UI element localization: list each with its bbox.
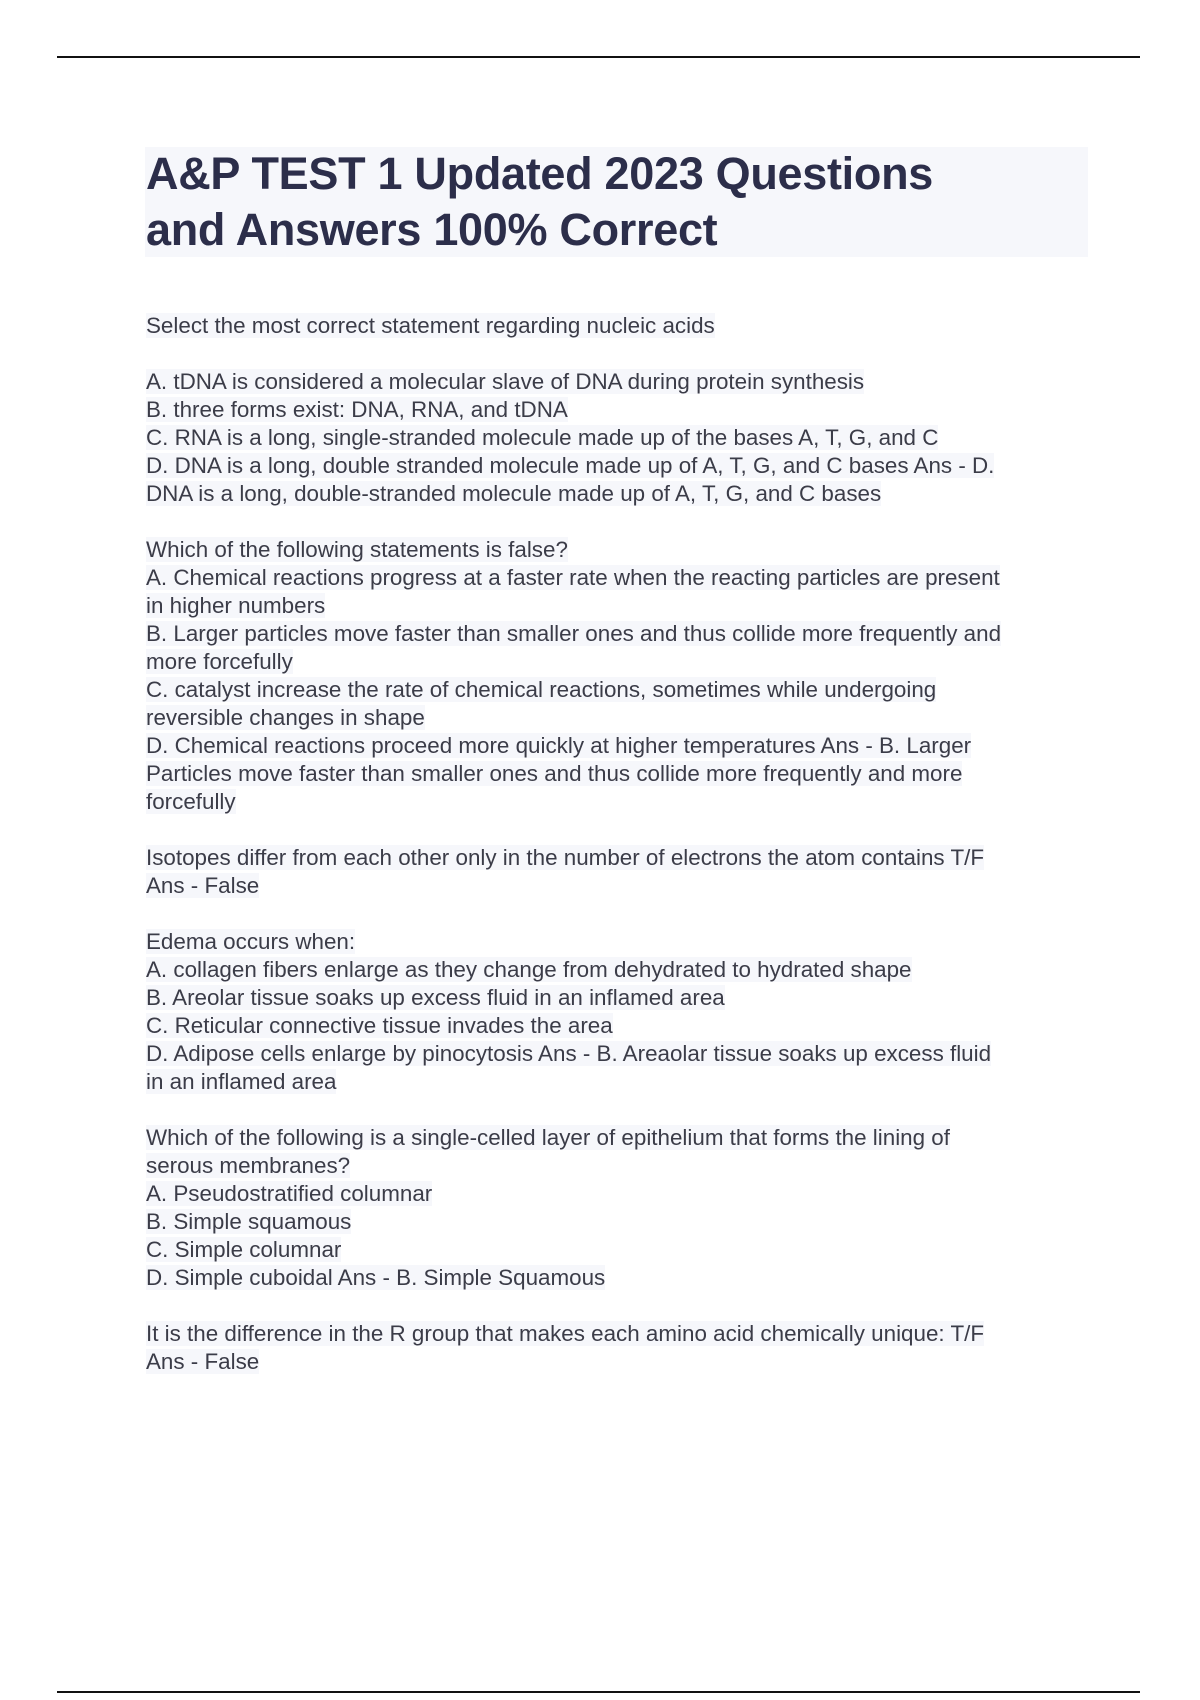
question-block	[146, 1124, 1106, 1292]
text-line-content: D. Chemical reactions proceed more quickly at higher temperatures Ans - B. Larger	[146, 733, 972, 758]
text-line	[146, 536, 1106, 564]
text-line	[146, 1320, 1106, 1348]
text-line-content: A. tDNA is considered a molecular slave of DNA during protein synthesis	[146, 369, 865, 394]
text-line-content: Particles move faster than smaller ones and thus collide more frequently and more	[146, 761, 963, 786]
text-line-content: C. catalyst increase the rate of chemical reactions, sometimes while undergoing	[146, 677, 937, 702]
question-block	[146, 1320, 1106, 1376]
text-line	[146, 424, 1106, 452]
text-line-content: serous membranes?	[146, 1153, 351, 1178]
text-line	[146, 1012, 1106, 1040]
text-line-content: DNA is a long, double-stranded molecule made up of A, T, G, and C bases	[146, 481, 882, 506]
text-line	[146, 1152, 1106, 1180]
text-line	[146, 872, 1106, 900]
text-line	[146, 1068, 1106, 1096]
text-line-content: A. Pseudostratified columnar	[146, 1181, 433, 1206]
text-line-content: Which of the following statements is false?	[146, 537, 568, 562]
text-line-content: more forcefully	[146, 649, 293, 674]
text-line	[146, 704, 1106, 732]
text-line-content: B. Simple squamous	[146, 1209, 352, 1234]
text-line	[146, 732, 1106, 760]
text-line-content: Ans - False	[146, 873, 260, 898]
text-line	[146, 1040, 1106, 1068]
text-line	[146, 564, 1106, 592]
text-line	[146, 1180, 1106, 1208]
text-line	[146, 788, 1106, 816]
text-line	[146, 396, 1106, 424]
text-line-content: Select the most correct statement regarding nucleic acids	[146, 313, 715, 338]
text-line	[146, 620, 1106, 648]
text-line	[146, 1264, 1106, 1292]
text-line	[146, 592, 1106, 620]
text-line	[146, 312, 1106, 340]
text-line	[146, 1348, 1106, 1376]
text-line	[146, 648, 1106, 676]
title-line: and Answers 100% Correct	[146, 204, 718, 255]
text-line	[146, 1124, 1106, 1152]
text-line	[146, 956, 1106, 984]
text-line	[146, 480, 1106, 508]
text-line-content: B. three forms exist: DNA, RNA, and tDNA	[146, 397, 568, 422]
text-line-content: It is the difference in the R group that makes each amino acid chemically unique: T/F	[146, 1321, 985, 1346]
text-line-content: D. Adipose cells enlarge by pinocytosis Ans - B. Areaolar tissue soaks up excess fluid	[146, 1041, 992, 1066]
text-line-content: Edema occurs when:	[146, 929, 356, 954]
question-block	[146, 536, 1106, 816]
title-line: A&P TEST 1 Updated 2023 Questions	[146, 148, 933, 199]
text-line	[146, 452, 1106, 480]
text-line	[146, 1236, 1106, 1264]
text-line	[146, 844, 1106, 872]
text-line-content: Ans - False	[146, 1349, 260, 1374]
text-line-content: A. Chemical reactions progress at a faster rate when the reacting particles are present	[146, 565, 1000, 590]
text-line	[146, 368, 1106, 396]
text-line	[146, 928, 1106, 956]
text-line	[146, 984, 1106, 1012]
text-line-content: reversible changes in shape	[146, 705, 425, 730]
text-line-content: D. Simple cuboidal Ans - B. Simple Squamous	[146, 1265, 606, 1290]
question-block	[146, 928, 1106, 1096]
text-line-content: in higher numbers	[146, 593, 326, 618]
text-line-content: B. Areolar tissue soaks up excess fluid in an inflamed area	[146, 985, 725, 1010]
text-line-content: Isotopes differ from each other only in the number of electrons the atom contains T/F	[146, 845, 985, 870]
header-rule	[57, 56, 1140, 58]
text-line	[146, 676, 1106, 704]
question-block	[146, 368, 1106, 508]
text-line-content: C. Simple columnar	[146, 1237, 342, 1262]
text-line	[146, 1208, 1106, 1236]
text-line-content: forcefully	[146, 789, 236, 814]
text-line-content: B. Larger particles move faster than smaller ones and thus collide more frequently and	[146, 621, 1002, 646]
text-line-content: Which of the following is a single-celled layer of epithelium that forms the lining of	[146, 1125, 950, 1150]
document-body	[146, 312, 1106, 1404]
question-block	[146, 844, 1106, 900]
text-line	[146, 760, 1106, 788]
document-title	[146, 146, 933, 258]
footer-rule	[57, 1691, 1140, 1693]
text-line-content: C. Reticular connective tissue invades the area	[146, 1013, 613, 1038]
text-line-content: C. RNA is a long, single-stranded molecule made up of the bases A, T, G, and C	[146, 425, 939, 450]
text-line-content: in an inflamed area	[146, 1069, 337, 1094]
text-line-content: A. collagen fibers enlarge as they change from dehydrated to hydrated shape	[146, 957, 912, 982]
text-line-content: D. DNA is a long, double stranded molecule made up of A, T, G, and C bases Ans - D.	[146, 453, 995, 478]
question-block	[146, 312, 1106, 340]
